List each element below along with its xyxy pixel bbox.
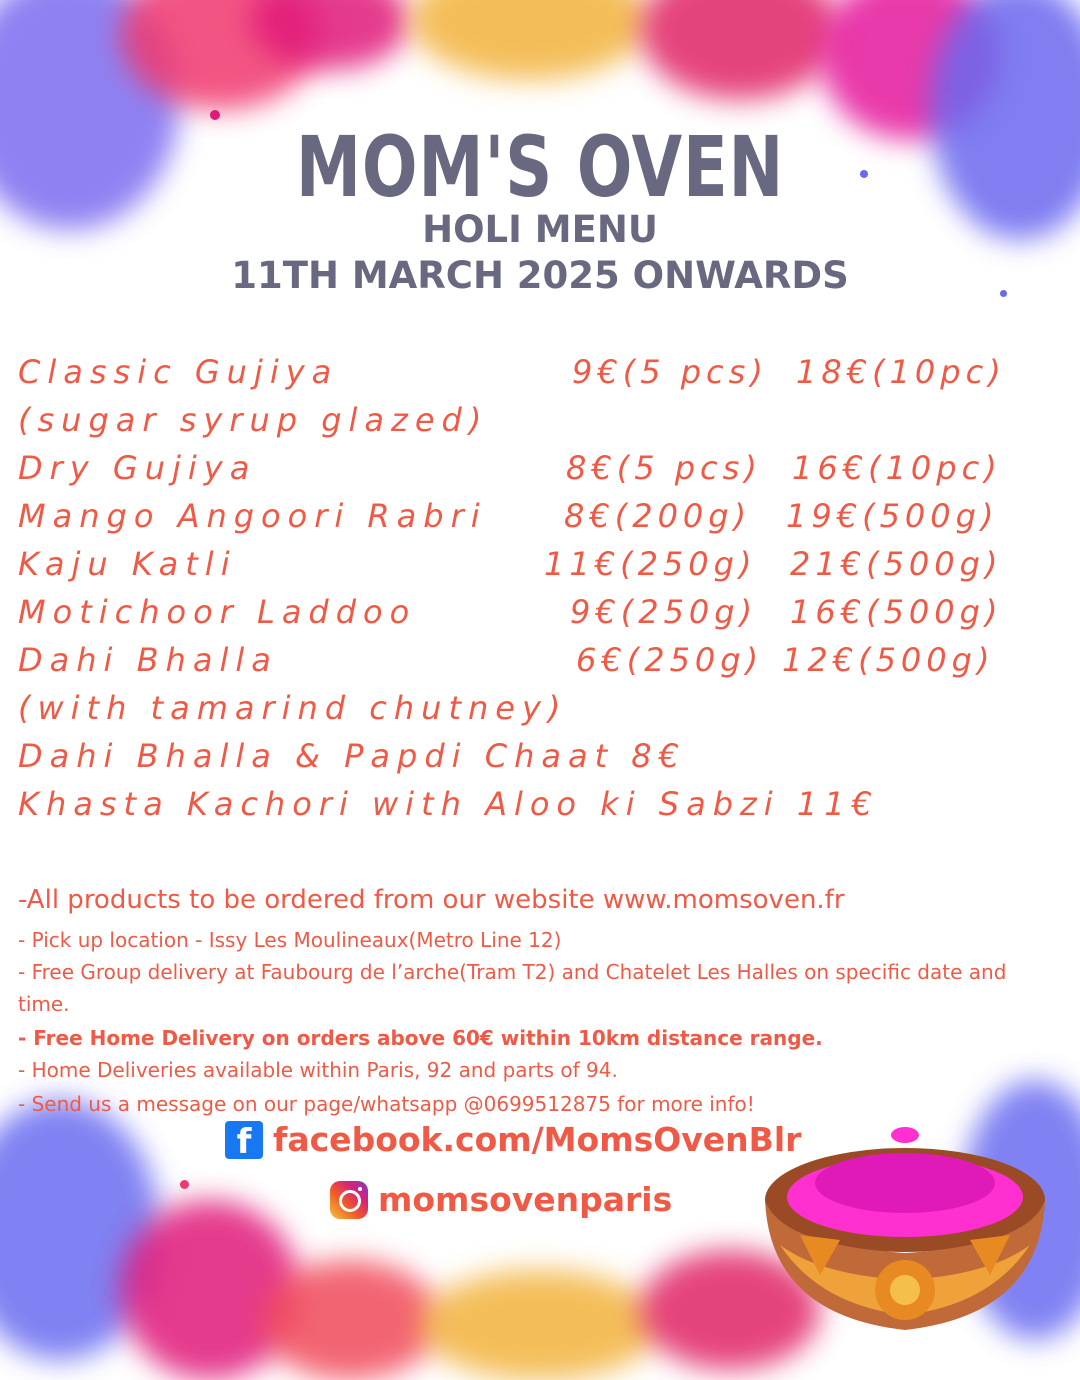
facebook-icon: f bbox=[225, 1121, 263, 1159]
instagram-link[interactable] bbox=[330, 1180, 672, 1219]
brand-title: MOM'S OVEN bbox=[295, 118, 785, 216]
menu-item-price-large: 18€(10pc) bbox=[796, 353, 1006, 391]
info-group-delivery: - Free Group delivery at Faubourg de l’arche(Tram T2) and Chatelet Les Halles on specific date and time. bbox=[18, 960, 1007, 1016]
menu-item-price-small: 11€(250g) bbox=[544, 545, 757, 583]
facebook-handle: facebook.com/MomsOvenBlr bbox=[273, 1120, 802, 1159]
menu-item-price-large: 16€(500g) bbox=[790, 593, 1003, 631]
info-order-website: -All products to be ordered from our website www.momsoven.fr bbox=[18, 885, 845, 915]
menu-item-name: Motichoor Laddoo bbox=[18, 593, 417, 631]
menu-item-price-small: 9€(250g) bbox=[570, 593, 758, 631]
menu-item-note: (sugar syrup glazed) bbox=[18, 401, 489, 439]
menu-item-price-small: 8€(200g) bbox=[564, 497, 752, 535]
color-bowl-icon bbox=[760, 1125, 1050, 1340]
menu-item-name: Dry Gujiya bbox=[18, 449, 257, 487]
menu-date: 11TH MARCH 2025 ONWARDS bbox=[231, 254, 849, 297]
info-pickup: - Pick up location - Issy Les Moulineaux(Metro Line 12) bbox=[18, 928, 562, 952]
facebook-link[interactable] bbox=[225, 1120, 802, 1162]
menu-item-name: Classic Gujiya bbox=[18, 353, 339, 391]
menu-item-note: (with tamarind chutney) bbox=[18, 689, 568, 727]
menu-item-price-large: 19€(500g) bbox=[786, 497, 999, 535]
instagram-handle: momsovenparis bbox=[378, 1180, 673, 1219]
menu-item-price-small: 6€(250g) bbox=[576, 641, 764, 679]
menu-item-price-large: 21€(500g) bbox=[790, 545, 1003, 583]
info-contact: - Send us a message on our page/whatsapp @0699512875 for more info! bbox=[18, 1092, 755, 1116]
menu-item-price-large: 16€(10pc) bbox=[792, 449, 1002, 487]
instagram-icon bbox=[330, 1181, 368, 1219]
menu-subtitle: HOLI MENU bbox=[422, 208, 658, 251]
menu-item-price-small: 9€(5 pcs) bbox=[572, 353, 768, 391]
menu-item-name: Kaju Katli bbox=[18, 545, 237, 583]
menu-item-name: Khasta Kachori with Aloo ki Sabzi 11€ bbox=[18, 785, 879, 823]
menu-item-name: Dahi Bhalla & Papdi Chaat 8€ bbox=[18, 737, 686, 775]
info-delivery-area: - Home Deliveries available within Paris, 92 and parts of 94. bbox=[18, 1058, 618, 1082]
info-free-delivery: - Free Home Delivery on orders above 60€ within 10km distance range. bbox=[18, 1026, 823, 1050]
menu-item-name: Dahi Bhalla bbox=[18, 641, 278, 679]
menu-item-price-small: 8€(5 pcs) bbox=[566, 449, 762, 487]
menu-item-name: Mango Angoori Rabri bbox=[18, 497, 487, 535]
menu-item-price-large: 12€(500g) bbox=[782, 641, 995, 679]
